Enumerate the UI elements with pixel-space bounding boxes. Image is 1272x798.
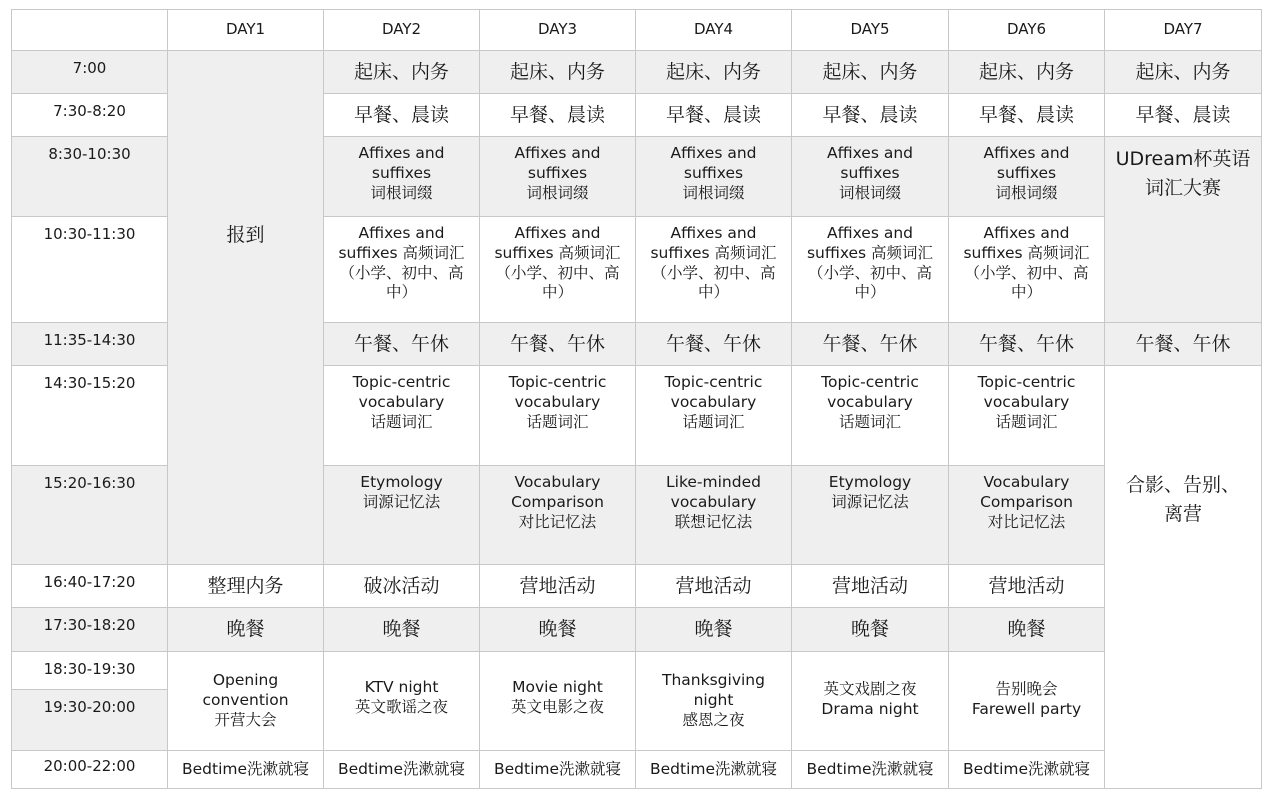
schedule-cell: 营地活动 [480,565,636,608]
schedule-cell: Bedtime洗漱就寝 [636,751,792,789]
schedule-cell: 营地活动 [792,565,949,608]
schedule-cell: 破冰活动 [324,565,480,608]
schedule-cell: 午餐、午休 [636,323,792,366]
schedule-cell: 早餐、晨读 [480,94,636,137]
day-header: DAY4 [636,10,792,51]
schedule-cell: 起床、内务 [480,51,636,94]
day-header: DAY7 [1105,10,1262,51]
schedule-cell: 晚餐 [636,608,792,652]
time-cell: 17:30-18:20 [12,608,168,652]
day-header: DAY1 [168,10,324,51]
schedule-cell: 起床、内务 [324,51,480,94]
time-cell: 10:30-11:30 [12,217,168,323]
schedule-cell: Topic-centric vocabulary 话题词汇 [949,366,1105,466]
schedule-cell: Topic-centric vocabulary 话题词汇 [636,366,792,466]
schedule-cell: Bedtime洗漱就寝 [792,751,949,789]
time-cell: 15:20-16:30 [12,466,168,565]
time-cell: 8:30-10:30 [12,137,168,217]
schedule-cell: 晚餐 [949,608,1105,652]
schedule-cell: Affixes and suffixes 词根词缀 [636,137,792,217]
schedule-cell: Affixes and suffixes 高频词汇 （小学、初中、高 中） [792,217,949,323]
time-cell: 18:30-19:30 [12,652,168,690]
day7-schedule-cell: 早餐、晨读 [1105,94,1262,137]
table-row [12,751,1262,789]
schedule-cell: 晚餐 [324,608,480,652]
schedule-cell: Affixes and suffixes 词根词缀 [949,137,1105,217]
table-row [12,51,1262,94]
schedule-cell: Affixes and suffixes 高频词汇 （小学、初中、高 中） [480,217,636,323]
day7-contest-cell: UDream杯英语 词汇大赛 [1105,137,1262,323]
schedule-cell: 晚餐 [480,608,636,652]
schedule-cell: Thanksgiving night 感恩之夜 [636,652,792,751]
day1-schedule-cell: 晚餐 [168,608,324,652]
schedule-cell: Affixes and suffixes 词根词缀 [324,137,480,217]
schedule-cell: Affixes and suffixes 词根词缀 [792,137,949,217]
schedule-cell: 早餐、晨读 [636,94,792,137]
time-cell: 7:00 [12,51,168,94]
day7-schedule-cell: 起床、内务 [1105,51,1262,94]
table-row [12,652,1262,690]
schedule-cell: Topic-centric vocabulary 话题词汇 [324,366,480,466]
time-cell: 14:30-15:20 [12,366,168,466]
header-row [12,10,1262,51]
schedule-cell: Bedtime洗漱就寝 [949,751,1105,789]
schedule-table [11,9,1262,789]
schedule-cell: 起床、内务 [949,51,1105,94]
day-header: DAY6 [949,10,1105,51]
schedule-cell: 英文戏剧之夜 Drama night [792,652,949,751]
schedule-cell: 营地活动 [949,565,1105,608]
schedule-cell: Etymology 词源记忆法 [324,466,480,565]
schedule-cell: Topic-centric vocabulary 话题词汇 [792,366,949,466]
time-cell: 16:40-17:20 [12,565,168,608]
schedule-cell: Affixes and suffixes 高频词汇 （小学、初中、高 中） [324,217,480,323]
schedule-cell: Bedtime洗漱就寝 [324,751,480,789]
day1-schedule-cell: 整理内务 [168,565,324,608]
schedule-cell: 早餐、晨读 [324,94,480,137]
day7-farewell-cell: 合影、告别、 离营 [1105,366,1262,789]
day-header: DAY5 [792,10,949,51]
schedule-cell: 早餐、晨读 [949,94,1105,137]
schedule-cell: 午餐、午休 [324,323,480,366]
day1-opening-cell: Opening convention 开营大会 [168,652,324,751]
day7-schedule-cell: 午餐、午休 [1105,323,1262,366]
schedule-cell: Movie night 英文电影之夜 [480,652,636,751]
schedule-cell: Bedtime洗漱就寝 [480,751,636,789]
schedule-cell: KTV night 英文歌谣之夜 [324,652,480,751]
schedule-cell: 营地活动 [636,565,792,608]
schedule-cell: 起床、内务 [792,51,949,94]
time-cell: 19:30-20:00 [12,690,168,751]
schedule-cell: 午餐、午休 [949,323,1105,366]
schedule-cell: 晚餐 [792,608,949,652]
schedule-cell: Vocabulary Comparison 对比记忆法 [949,466,1105,565]
schedule-cell: Affixes and suffixes 高频词汇 （小学、初中、高 中） [636,217,792,323]
table-row [12,608,1262,652]
schedule-cell: 起床、内务 [636,51,792,94]
schedule-cell: Topic-centric vocabulary 话题词汇 [480,366,636,466]
schedule-cell: Etymology 词源记忆法 [792,466,949,565]
schedule-cell: 早餐、晨读 [792,94,949,137]
schedule-cell: 午餐、午休 [480,323,636,366]
schedule-cell: Affixes and suffixes 高频词汇 （小学、初中、高 中） [949,217,1105,323]
schedule-cell: 告别晚会 Farewell party [949,652,1105,751]
time-cell: 11:35-14:30 [12,323,168,366]
time-cell: 7:30-8:20 [12,94,168,137]
schedule-cell: Like-minded vocabulary 联想记忆法 [636,466,792,565]
time-cell: 20:00-22:00 [12,751,168,789]
schedule-cell: Affixes and suffixes 词根词缀 [480,137,636,217]
corner-cell [12,10,168,51]
day-header: DAY2 [324,10,480,51]
day1-schedule-cell: Bedtime洗漱就寝 [168,751,324,789]
schedule-cell: Vocabulary Comparison 对比记忆法 [480,466,636,565]
schedule-cell: 午餐、午休 [792,323,949,366]
table-row [12,565,1262,608]
day1-checkin-cell: 报到 [168,51,324,565]
day-header: DAY3 [480,10,636,51]
